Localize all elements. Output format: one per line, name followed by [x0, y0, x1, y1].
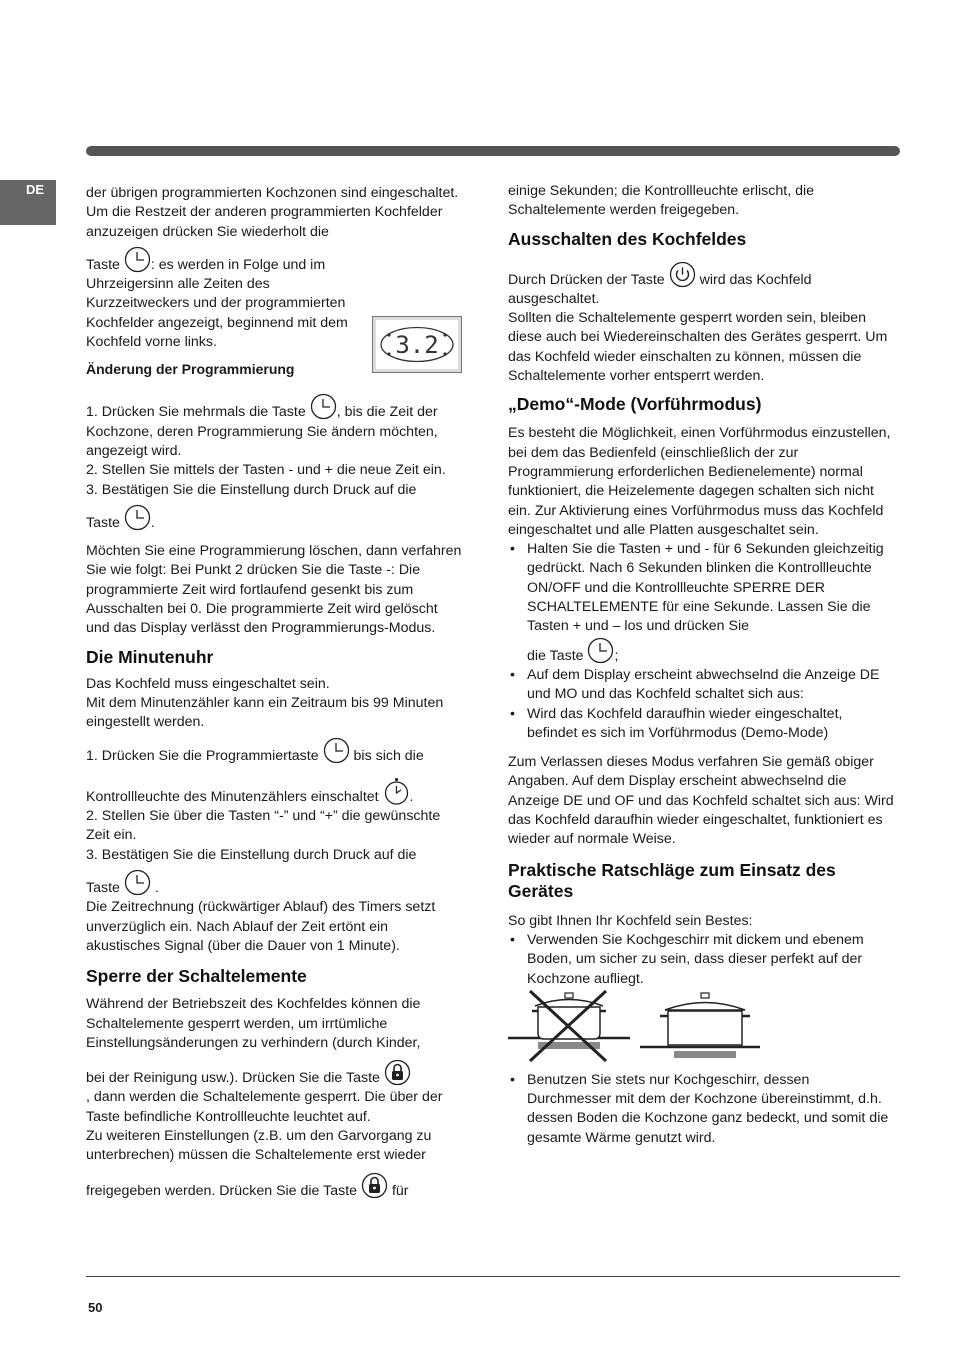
list-item: • Verwenden Sie Kochgeschirr mit dickem und ebenem Boden, um sicher zu sein, dass dieser perfekt auf der Kochzone aufliegt.	[508, 931, 894, 989]
correct-pot-illustration	[640, 993, 760, 1058]
step: 3. Bestätigen Sie die Einstellung durch Druck auf die	[86, 481, 417, 498]
paragraph: Es besteht die Möglichkeit, einen Vorführmodus einzustellen, bei dem das Bedienfeld (einschließlich der zur Programmierung erforderlichen Bedienelemente) normal funktioniert, die Heizelemente dagegen schalten sich nicht ein. Zur Aktivierung eines Vorführmodus muss das Kochfeld eingeschaltet und alle Platten ausgeschaltet sein.	[508, 425, 891, 538]
step: Kontrollleuchte des Minutenzählers einschaltet .	[86, 778, 464, 807]
right-column	[508, 182, 894, 1148]
step: Taste .	[86, 504, 464, 533]
paragraph: So gibt Ihnen Ihr Kochfeld sein Bestes:	[508, 912, 753, 929]
paragraph: Um die Restzeit der anderen programmierten Kochfelder anzuzeigen drücken Sie wiederholt die	[86, 204, 443, 240]
step: 3. Bestätigen Sie die Einstellung durch Druck auf die	[86, 846, 417, 863]
clock-icon	[323, 737, 350, 764]
lock-icon	[384, 1059, 411, 1086]
list-item: • Benutzen Sie stets nur Kochgeschirr, dessen Durchmesser mit dem der Kochzone übereinstimmt, d.h. dessen Boden die Kochzone ganz bedeckt, und somit die gesamte Wärme genutzt wird.	[508, 1071, 894, 1148]
list-item: • Halten Sie die Tasten + und - für 6 Sekunden gleichzeitig gedrückt. Nach 6 Sekunden blinken die Kontrollleuchte ON/OFF und die Kontrollleuchte SPERRE DER SCHALTELEMENTE für eine Sekunde. Lassen Sie die Tasten + und – los und drücken Sie die Taste ;	[508, 540, 894, 666]
bullet-list	[508, 540, 894, 743]
list-item: • Wird das Kochfeld daraufhin wieder eingeschaltet, befindet es sich im Vorführmodus (Demo-Mode)	[508, 705, 894, 744]
header-bar	[86, 146, 900, 156]
step: 2. Stellen Sie über die Tasten “-” und “+” die gewünschte Zeit ein.	[86, 808, 441, 844]
display-value: 3.2	[395, 331, 439, 359]
wrong-pot-illustration	[508, 991, 630, 1061]
clock-icon	[310, 393, 337, 420]
step: Taste .	[86, 869, 464, 898]
paragraph: Mit dem Minutenzähler kann ein Zeitraum bis 99 Minuten eingestellt werden.	[86, 694, 444, 731]
paragraph: Sollten die Schaltelemente gesperrt worden sein, bleiben diese auch bei Wiedereinschalten des Gerätes gesperrt. Um das Kochfeld wieder einschalten zu können, müssen die Schaltelemente vorher entsperrt werden.	[508, 310, 888, 385]
step: 1. Drücken Sie die Programmiertaste bis sich die	[86, 737, 464, 766]
bullet-list	[508, 931, 894, 989]
section-heading: Sperre der Schaltelemente	[86, 966, 307, 987]
paragraph: bei der Reinigung usw.). Drücken Sie die Taste , dann werden die Schaltelemente gesperrt. Die über der Taste befindliche Kontrollleuchte leuchtet auf.	[86, 1059, 464, 1127]
bullet-list	[508, 1071, 894, 1148]
section-heading: Praktische Ratschläge zum Einsatz des Gerätes	[508, 859, 836, 901]
paragraph: Die Zeitrechnung (rückwärtiger Ablauf) des Timers setzt unverzüglich ein. Nach Ablauf der Zeit ertönt ein akustisches Signal (über die Dauer von 1 Minute).	[86, 899, 436, 954]
cookware-illustration	[508, 989, 894, 1067]
display-illustration	[372, 316, 462, 373]
paragraph: Zu weiteren Einstellungen (z.B. um den Garvorgang zu unterbrechen) müssen die Schaltelemente erst wieder	[86, 1127, 432, 1164]
paragraph: Durch Drücken der Taste wird das Kochfeld ausgeschaltet.	[508, 261, 894, 310]
subheading: Änderung der Programmierung	[86, 361, 295, 378]
timer-icon	[383, 778, 410, 805]
paragraph: Taste : es werden in Folge und im Uhrzeigersinn alle Zeiten des Kurzzeitweckers und der programmierten Kochfelder angezeigt, beginnend mit dem Kochfeld vorne links.	[86, 246, 372, 352]
lock-icon	[361, 1172, 388, 1199]
section-heading: „Demo“-Mode (Vorführmodus)	[508, 394, 762, 415]
step: 1. Drücken Sie mehrmals die Taste , bis die Zeit der Kochzone, deren Programmierung Sie ändern möchten, angezeigt wird.	[86, 393, 464, 461]
paragraph: Möchten Sie eine Programmierung löschen, dann verfahren Sie wie folgt: Bei Punkt 2 drücken Sie die Taste -: Die programmierte Zeit wird fortlaufend gesenkt bis zum Ausschalten bei 0. Die programmierte Zeit wird gelöscht und das Display verlässt den Programmierungs-Modus.	[86, 543, 462, 637]
paragraph: freigegeben werden. Drücken Sie die Taste für	[86, 1172, 464, 1201]
page-number: 50	[88, 1300, 103, 1315]
paragraph: Während der Betriebszeit des Kochfeldes können die Schaltelemente gesperrt werden, um irrtümliche Einstellungsänderungen zu verhindern (durch Kinder,	[86, 996, 421, 1051]
paragraph: Zum Verlassen dieses Modus verfahren Sie gemäß obiger Angaben. Auf dem Display erscheint abwechselnd die Anzeige DE und OF und das Kochfeld schaltet sich aus: Wird das Kochfeld daraufhin wieder eingeschaltet, funktioniert es wieder auf normale Weise.	[508, 754, 894, 848]
clock-icon	[124, 504, 151, 531]
power-icon	[669, 261, 696, 288]
clock-icon	[124, 246, 151, 273]
clock-icon	[124, 869, 151, 896]
step: 2. Stellen Sie mittels der Tasten - und + die neue Zeit ein.	[86, 462, 446, 479]
language-tab	[0, 180, 56, 225]
clock-icon	[587, 637, 614, 664]
section-heading: Die Minutenuhr	[86, 646, 214, 667]
paragraph: einige Sekunden; die Kontrollleuchte erlischt, die Schaltelemente werden freigegeben.	[508, 183, 815, 219]
paragraph: der übrigen programmierten Kochzonen sind eingeschaltet.	[86, 185, 459, 201]
language-label: DE	[26, 182, 45, 197]
list-item: • Auf dem Display erscheint abwechselnd die Anzeige DE und MO und das Kochfeld schaltet sich aus:	[508, 666, 894, 705]
paragraph: Das Kochfeld muss eingeschaltet sein.	[86, 675, 330, 692]
section-heading: Ausschalten des Kochfeldes	[508, 228, 747, 249]
footer-rule	[86, 1276, 900, 1277]
